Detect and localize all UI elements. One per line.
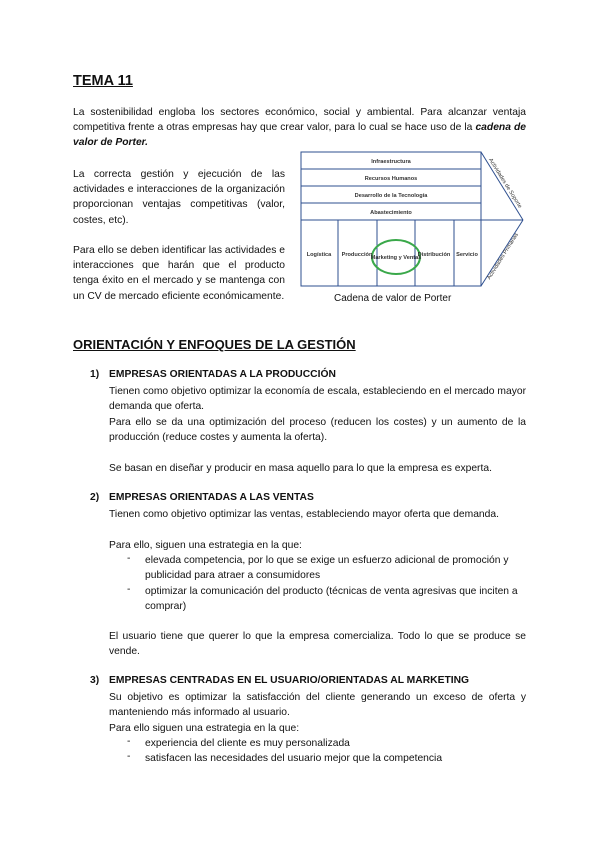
item-heading: EMPRESAS CENTRADAS EN EL USUARIO/ORIENTADAS AL MARKETING xyxy=(109,675,470,686)
primary-activity: Marketing y Ventas xyxy=(370,255,422,261)
item-heading: EMPRESAS ORIENTADAS A LAS VENTAS xyxy=(109,492,314,503)
item-paragraph: Para ello se da una optimización del proceso (reducen los costes) y un aumento de la producción (reduce costes y aumenta la oferta). xyxy=(109,417,526,444)
bullet-dash: - xyxy=(127,553,131,564)
item-number: 1) xyxy=(90,369,100,380)
gestion-paragraph: La correcta gestión y ejecución de las actividades e interacciones de la organización proporcionan ventajas competitivas (valor, costes, etc). xyxy=(73,169,285,226)
section-title: ORIENTACIÓN Y ENFOQUES DE LA GESTIÓN xyxy=(73,337,356,352)
primary-activities-label: Actividades Primarias xyxy=(486,232,520,281)
item-paragraph: Tienen como objetivo optimizar las ventas, estableciendo mayor oferta que demanda. xyxy=(109,509,499,520)
item-paragraph: Se basan en diseñar y producir en masa aquello para lo que la empresa es experta. xyxy=(109,463,492,474)
bullet-dash: - xyxy=(127,736,131,747)
page-title: TEMA 11 xyxy=(73,73,133,89)
item-paragraph: Su objetivo es optimizar la satisfacción del cliente generando un exceso de oferta y manteniendo más informado al usuario. xyxy=(109,692,526,719)
intro-emphasis: cadena de valor de Porter. xyxy=(73,122,526,149)
item-paragraph: Para ello, siguen una estrategia en la que: xyxy=(109,540,302,551)
support-row: Abastecimiento xyxy=(370,210,412,216)
item-paragraph: Para ello siguen una estrategia en la que: xyxy=(109,723,300,734)
list-item: satisfacen las necesidades del usuario mejor que la competencia xyxy=(145,753,443,764)
intro-paragraph xyxy=(73,105,526,151)
item-paragraph: El usuario tiene que querer lo que la empresa comercializa. Todo lo que se produce se vende. xyxy=(109,631,526,658)
list-item: elevada competencia, por lo que se exige un esfuerzo adicional de promoción y publicidad para atraer a consumidores xyxy=(145,555,509,582)
support-activities-label: Actividades de Soporte xyxy=(487,157,523,210)
porter-value-chain-diagram xyxy=(299,150,531,290)
primary-activity: Logística xyxy=(306,252,332,258)
intro-text: La sostenibilidad engloba los sectores económico, social y ambiental. Para alcanzar ventaja competitiva frente a otras empresas hay que crear valor, para lo cual se hace uso de la xyxy=(73,107,526,134)
bullet-dash: - xyxy=(127,584,131,595)
support-row: Infraestructura xyxy=(371,159,411,165)
list-item: optimizar la comunicación del producto (técnicas de venta agresivas que inciten a comprar) xyxy=(145,586,518,613)
item-number: 2) xyxy=(90,492,100,503)
primary-activity: Distribución xyxy=(417,252,451,258)
support-row: Recursos Humanos xyxy=(364,176,418,182)
identificar-paragraph: Para ello se deben identificar las actividades e interacciones que harán que el producto tenga éxito en el mercado y se mantenga con un CV de mercado eficiente económicamente. xyxy=(73,245,285,302)
list-item: experiencia del cliente es muy personalizada xyxy=(145,738,350,749)
bullet-dash: - xyxy=(127,751,131,762)
support-arrow-edge xyxy=(481,152,523,220)
primary-activity: Servicio xyxy=(456,252,478,258)
item-number: 3) xyxy=(90,675,100,686)
item-heading: EMPRESAS ORIENTADAS A LA PRODUCCIÓN xyxy=(109,369,336,380)
item-paragraph: Tienen como objetivo optimizar la economía de escala, estableciendo en el mercado mayor demanda que oferta. xyxy=(109,386,526,413)
primary-activity: Producción xyxy=(341,252,373,258)
support-row: Desarrollo de la Tecnología xyxy=(354,193,428,199)
figure-caption: Cadena de valor de Porter xyxy=(334,293,452,304)
